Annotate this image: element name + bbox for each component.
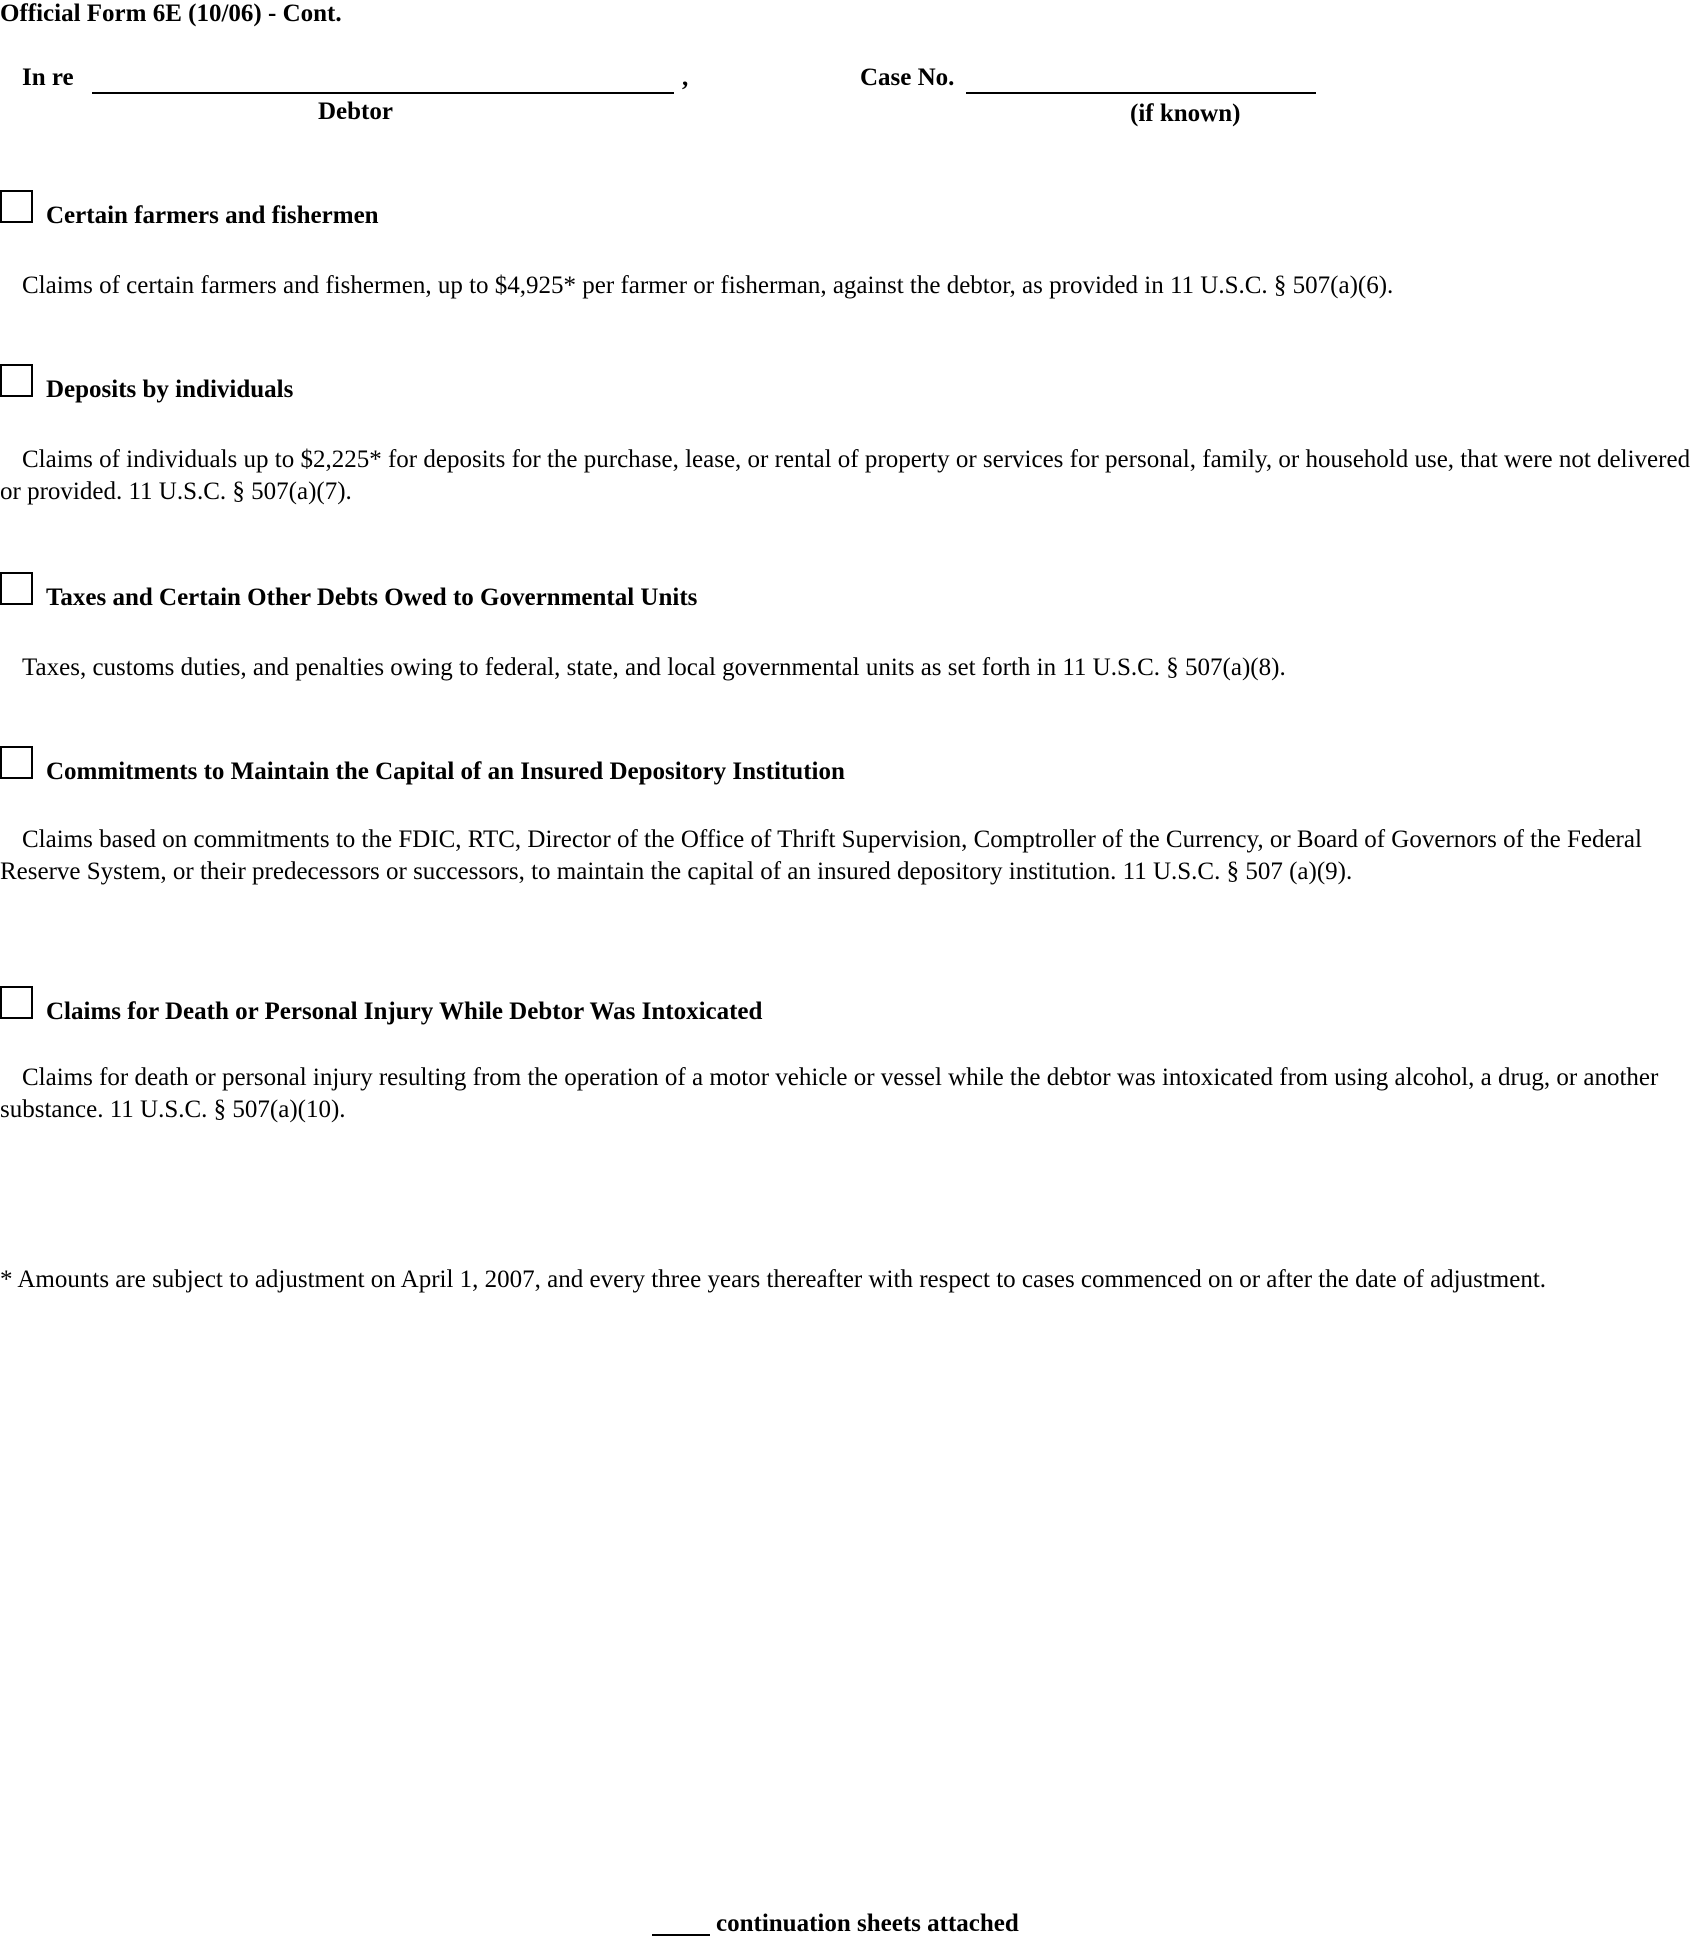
continuation-label: continuation sheets attached bbox=[716, 1910, 1019, 1937]
section-heading-taxes-governmental: Taxes and Certain Other Debts Owed to Governmental Units bbox=[46, 584, 698, 611]
checkbox-capital-commitments[interactable] bbox=[0, 746, 33, 779]
checkbox-taxes-governmental[interactable] bbox=[0, 572, 33, 605]
section-body-text: Claims based on commitments to the FDIC, RTC, Director of the Office of Thrift Supervision, Comptroller of the Currency, or Board of Governors of the Federal Reserve System, or their predecessors or successors, to maintain the capital of an insured depository institution. 11 U.S.C. § 507 (a)(9). bbox=[0, 826, 1642, 885]
comma: , bbox=[682, 64, 689, 91]
debtor-label: Debtor bbox=[318, 98, 393, 125]
section-heading-capital-commitments: Commitments to Maintain the Capital of an Insured Depository Institution bbox=[46, 758, 845, 785]
checkbox-deposits-individuals[interactable] bbox=[0, 364, 33, 397]
section-body-deposits-individuals bbox=[0, 444, 1692, 508]
case-no-label: Case No. bbox=[860, 64, 955, 91]
section-body-farmers-fishermen bbox=[0, 270, 1692, 302]
if-known-label: (if known) bbox=[1130, 100, 1241, 127]
section-body-taxes-governmental bbox=[0, 652, 1692, 684]
checkbox-farmers-fishermen[interactable] bbox=[0, 190, 33, 223]
section-body-text: Claims of individuals up to $2,225* for deposits for the purchase, lease, or rental of property or services for personal, family, or household use, that were not delivered or provided. 11 U.S.C. § 507(a)(7). bbox=[0, 446, 1691, 505]
section-heading-deposits-individuals: Deposits by individuals bbox=[46, 376, 294, 403]
case-no-field[interactable] bbox=[966, 92, 1316, 94]
checkbox-death-injury-intoxicated[interactable] bbox=[0, 986, 33, 1019]
footnote: * Amounts are subject to adjustment on April 1, 2007, and every three years thereafter with respect to cases commenced on or after the date of adjustment. bbox=[0, 1266, 1547, 1293]
section-heading-farmers-fishermen: Certain farmers and fishermen bbox=[46, 202, 379, 229]
section-body-text: Taxes, customs duties, and penalties owing to federal, state, and local governmental units as set forth in 11 U.S.C. § 507(a)(8). bbox=[22, 654, 1286, 681]
section-body-text: Claims for death or personal injury resulting from the operation of a motor vehicle or vessel while the debtor was intoxicated from using alcohol, a drug, or another substance. 11 U.S.C. § 507(a)(10). bbox=[0, 1064, 1659, 1123]
section-body-capital-commitments bbox=[0, 824, 1692, 888]
debtor-name-field[interactable] bbox=[92, 92, 674, 94]
section-heading-death-injury-intoxicated: Claims for Death or Personal Injury While Debtor Was Intoxicated bbox=[46, 998, 763, 1025]
section-body-death-injury-intoxicated bbox=[0, 1062, 1692, 1126]
in-re-label: In re bbox=[22, 64, 74, 91]
continuation-count-field[interactable] bbox=[652, 1934, 710, 1936]
form-title: Official Form 6E (10/06) - Cont. bbox=[0, 0, 342, 27]
section-body-text: Claims of certain farmers and fishermen, up to $4,925* per farmer or fisherman, against the debtor, as provided in 11 U.S.C. § 507(a)(6). bbox=[22, 272, 1394, 299]
